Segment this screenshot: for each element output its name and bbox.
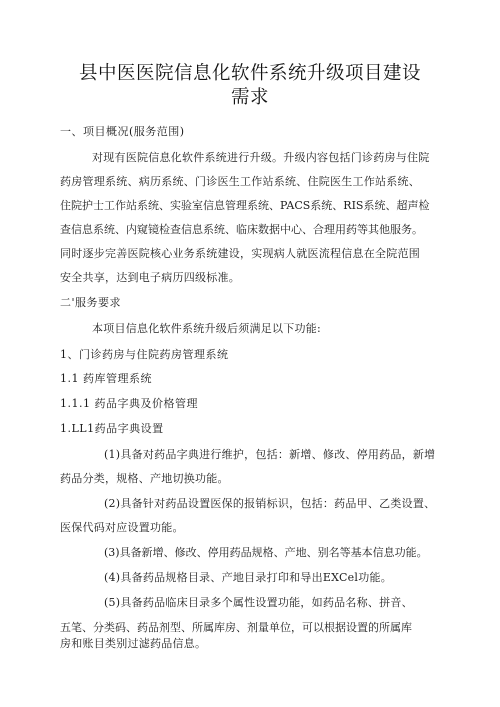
requirement-line: 五笔、分类码、药品剂型、所属库房、剂量单位，可以根据设置的所属库 <box>60 621 412 634</box>
overview-paragraph-line: 住院护士工作站系统、实验室信息管理系统、PACS系统、RIS系统、超声检 <box>60 199 430 212</box>
requirement-line: (4)具备药品规格目录、产地目录打印和导出EXCel功能。 <box>104 571 392 584</box>
requirement-line: 医保代码对应设置功能。 <box>60 521 184 534</box>
requirement-line: (1)具备对药品字典进行维护，包括：新增、修改、停用药品，新增 <box>104 448 436 461</box>
item-heading-drug-dictionary-pricing: 1.1.1 药品字典及价格管理 <box>60 397 198 410</box>
section-heading-requirements: 二'服务要求 <box>60 296 122 309</box>
item-heading-drug-store-system: 1.1 药库管理系统 <box>60 372 152 385</box>
section-heading-overview: 一、项目概况(服务范围) <box>60 125 185 138</box>
requirement-line: (3)具备新增、修改、停用药品规格、产地、别名等基本信息功能。 <box>104 546 428 559</box>
item-heading-drug-dictionary-settings: 1.LL1药品字典设置 <box>60 422 164 435</box>
requirement-line: 药品分类，规格、产地切换功能。 <box>60 472 229 485</box>
requirement-line: 房和账目类别过滤药品信息。 <box>60 637 207 650</box>
overview-paragraph-line: 对现有医院信息化软件系统进行升级。升级内容包括门诊药房与住院 <box>92 151 430 164</box>
document-title-line-1: 县中医医院信息化软件系统升级项目建设 <box>78 63 421 84</box>
overview-paragraph-line: 查信息系统、内窥镜检查信息系统、临床数据中心、合理用药等其他服务。 <box>60 223 423 236</box>
item-heading-pharmacy-system: 1、门诊药房与住院药房管理系统 <box>60 348 229 361</box>
overview-paragraph-line: 药房管理系统、病历系统、门诊医生工作站系统、住院医生工作站系统、 <box>60 175 420 188</box>
requirement-line: (5)具备药品临床目录多个属性设置功能，如药品名称、拼音、 <box>104 596 413 609</box>
requirements-intro: 本项目信息化软件系统升级后须满足以下功能: <box>92 322 321 335</box>
overview-paragraph-line: 安全共享，达到电子病历四级标准。 <box>60 271 240 284</box>
document-title-line-2: 需求 <box>230 87 269 108</box>
overview-paragraph-line: 同时逐步完善医院核心业务系统建设，实现病人就医流程信息在全院范围 <box>60 247 420 260</box>
requirement-line: (2)具备针对药品设置医保的报销标识，包括：药品甲、乙类设置、 <box>104 497 436 510</box>
